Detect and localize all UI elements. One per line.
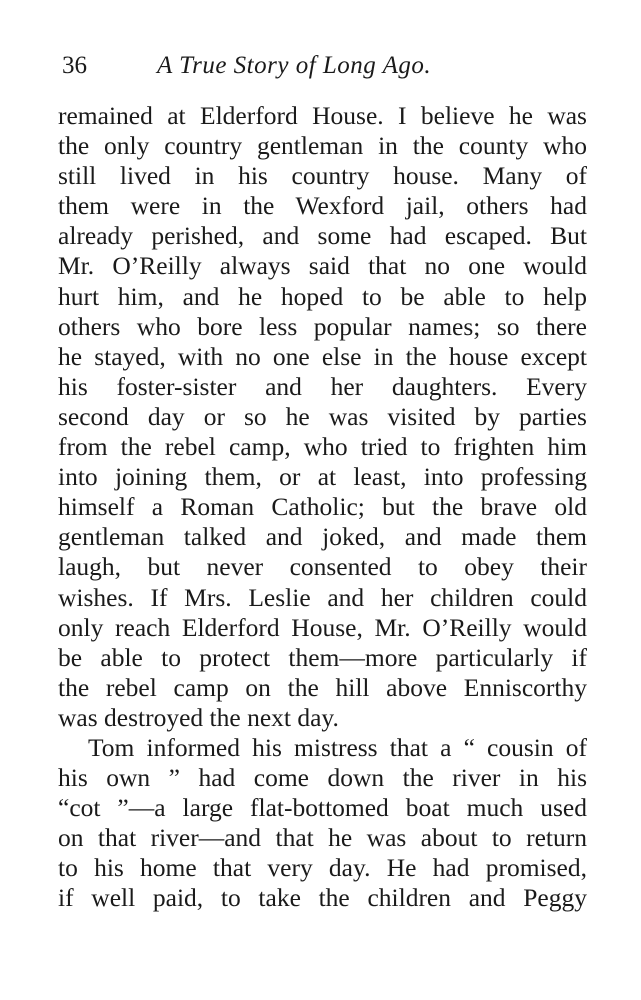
text-line: still lived in his country house. Many of	[58, 161, 587, 191]
running-title: A True Story of Long Ago.	[157, 52, 432, 79]
text-line: gentleman talked and joked, and made them	[58, 522, 587, 552]
text-line: already perished, and some had escaped. But	[58, 221, 587, 251]
text-line: from the rebel camp, who tried to frighten him	[58, 432, 587, 462]
text-line: himself a Roman Catholic; but the brave old	[58, 492, 587, 522]
text-line: “cot ”—a large flat-bottomed boat much used	[58, 793, 587, 823]
text-line: his foster-sister and her daughters. Every	[58, 371, 587, 401]
text-line: wishes. If Mrs. Leslie and her children could	[58, 582, 587, 612]
page-number: 36	[62, 52, 87, 79]
text-line: he stayed, with no one else in the house except	[58, 341, 587, 371]
text-line: be able to protect them—more particularly if	[58, 642, 587, 672]
paragraph-start-line: Tom informed his mistress that a “ cousin of	[88, 732, 587, 762]
text-line: to his home that very day. He had promised,	[58, 853, 587, 883]
text-line: remained at Elderford House. I believe he was	[58, 101, 587, 130]
text-line: Mr. O’Reilly always said that no one would	[58, 251, 587, 281]
body-text	[58, 101, 587, 914]
paragraph-end-line: was destroyed the next day.	[58, 702, 339, 732]
text-line: hurt him, and he hoped to be able to help	[58, 281, 587, 311]
text-line: the only country gentleman in the county who	[58, 131, 587, 161]
text-line: the rebel camp on the hill above Enniscorthy	[58, 672, 587, 702]
text-line: laugh, but never consented to obey their	[58, 552, 587, 582]
text-line: them were in the Wexford jail, others had	[58, 191, 587, 221]
text-line: others who bore less popular names; so there	[58, 311, 587, 341]
text-line: on that river—and that he was about to return	[58, 823, 587, 853]
text-line: if well paid, to take the children and Peggy	[58, 883, 587, 913]
text-line: second day or so he was visited by parties	[58, 401, 587, 431]
page-header	[62, 48, 590, 84]
text-line: only reach Elderford House, Mr. O’Reilly would	[58, 612, 587, 642]
text-line: into joining them, or at least, into professing	[58, 462, 587, 492]
text-line: his own ” had come down the river in his	[58, 763, 587, 793]
